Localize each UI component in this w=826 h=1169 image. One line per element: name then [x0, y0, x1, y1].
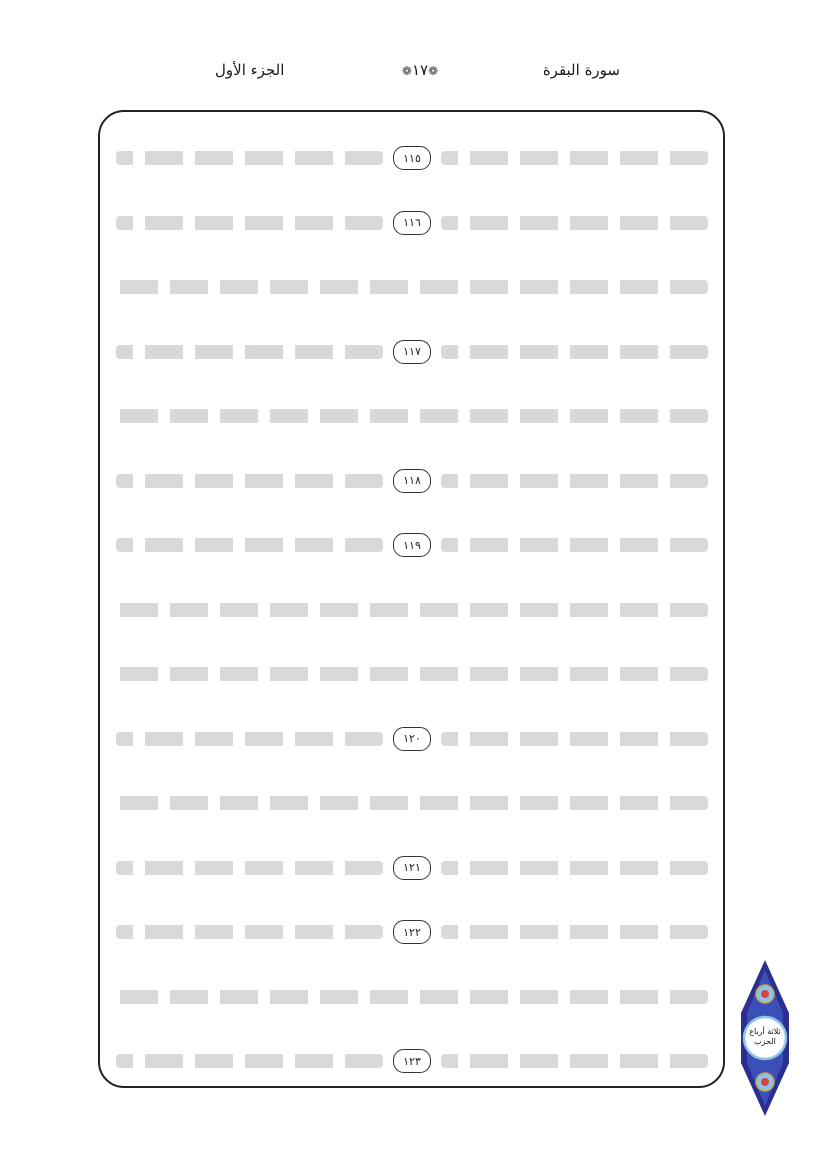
- ayah-number-marker: ١١٥: [393, 146, 431, 170]
- text-line: [112, 191, 712, 256]
- text-line: [112, 449, 712, 514]
- text-line: [112, 513, 712, 578]
- line-text-placeholder: [116, 990, 708, 1004]
- line-text-placeholder: [441, 151, 708, 165]
- line-text-placeholder: [116, 409, 708, 423]
- text-line: [112, 126, 712, 191]
- text-line: [112, 771, 712, 836]
- text-line: [112, 578, 712, 643]
- surah-name: سورة البقرة: [542, 61, 620, 79]
- line-text-placeholder: [441, 925, 708, 939]
- ornament-center-circle: [744, 1017, 786, 1059]
- page-header: [200, 55, 630, 85]
- hizb-label: ثلاثة أرباع الحزب: [749, 1027, 781, 1046]
- line-text-placeholder: [116, 151, 383, 165]
- text-line: [112, 707, 712, 772]
- line-text-placeholder: [441, 538, 708, 552]
- text-line: [112, 1029, 712, 1094]
- text-line: [112, 320, 712, 385]
- line-text-placeholder: [116, 861, 383, 875]
- line-text-placeholder: [441, 1054, 708, 1068]
- text-line: [112, 900, 712, 965]
- ayah-number-marker: ١١٦: [393, 211, 431, 235]
- ayah-number-marker: ١٢٠: [393, 727, 431, 751]
- text-lines: [112, 126, 712, 1094]
- line-text-placeholder: [116, 732, 383, 746]
- ornament-right-icon: ❁: [401, 64, 412, 78]
- juz-label: الجزء الأول: [215, 61, 285, 79]
- ayah-number-marker: ١٢٢: [393, 920, 431, 944]
- line-text-placeholder: [116, 1054, 383, 1068]
- page-number-value: ١٧: [411, 61, 429, 79]
- line-text-placeholder: [116, 216, 383, 230]
- ayah-number-marker: ١١٩: [393, 533, 431, 557]
- line-text-placeholder: [116, 474, 383, 488]
- line-text-placeholder: [116, 538, 383, 552]
- ayah-number-marker: ١١٨: [393, 469, 431, 493]
- text-line: [112, 836, 712, 901]
- line-text-placeholder: [441, 861, 708, 875]
- line-text-placeholder: [116, 280, 708, 294]
- page-number: [398, 55, 442, 86]
- line-text-placeholder: [116, 796, 708, 810]
- line-text-placeholder: [116, 925, 383, 939]
- ornament-left-icon: ❁: [428, 64, 439, 78]
- line-text-placeholder: [441, 732, 708, 746]
- text-line: [112, 384, 712, 449]
- text-line: [112, 255, 712, 320]
- line-text-placeholder: [441, 474, 708, 488]
- line-text-placeholder: [441, 216, 708, 230]
- ayah-number-marker: ١١٧: [393, 340, 431, 364]
- line-text-placeholder: [116, 667, 708, 681]
- text-line: [112, 965, 712, 1030]
- text-line: [112, 642, 712, 707]
- ayah-number-marker: ١٢٣: [393, 1049, 431, 1073]
- line-text-placeholder: [116, 603, 708, 617]
- line-text-placeholder: [441, 345, 708, 359]
- ayah-number-marker: ١٢١: [393, 856, 431, 880]
- line-text-placeholder: [116, 345, 383, 359]
- hizb-ornament-icon: [739, 958, 791, 1118]
